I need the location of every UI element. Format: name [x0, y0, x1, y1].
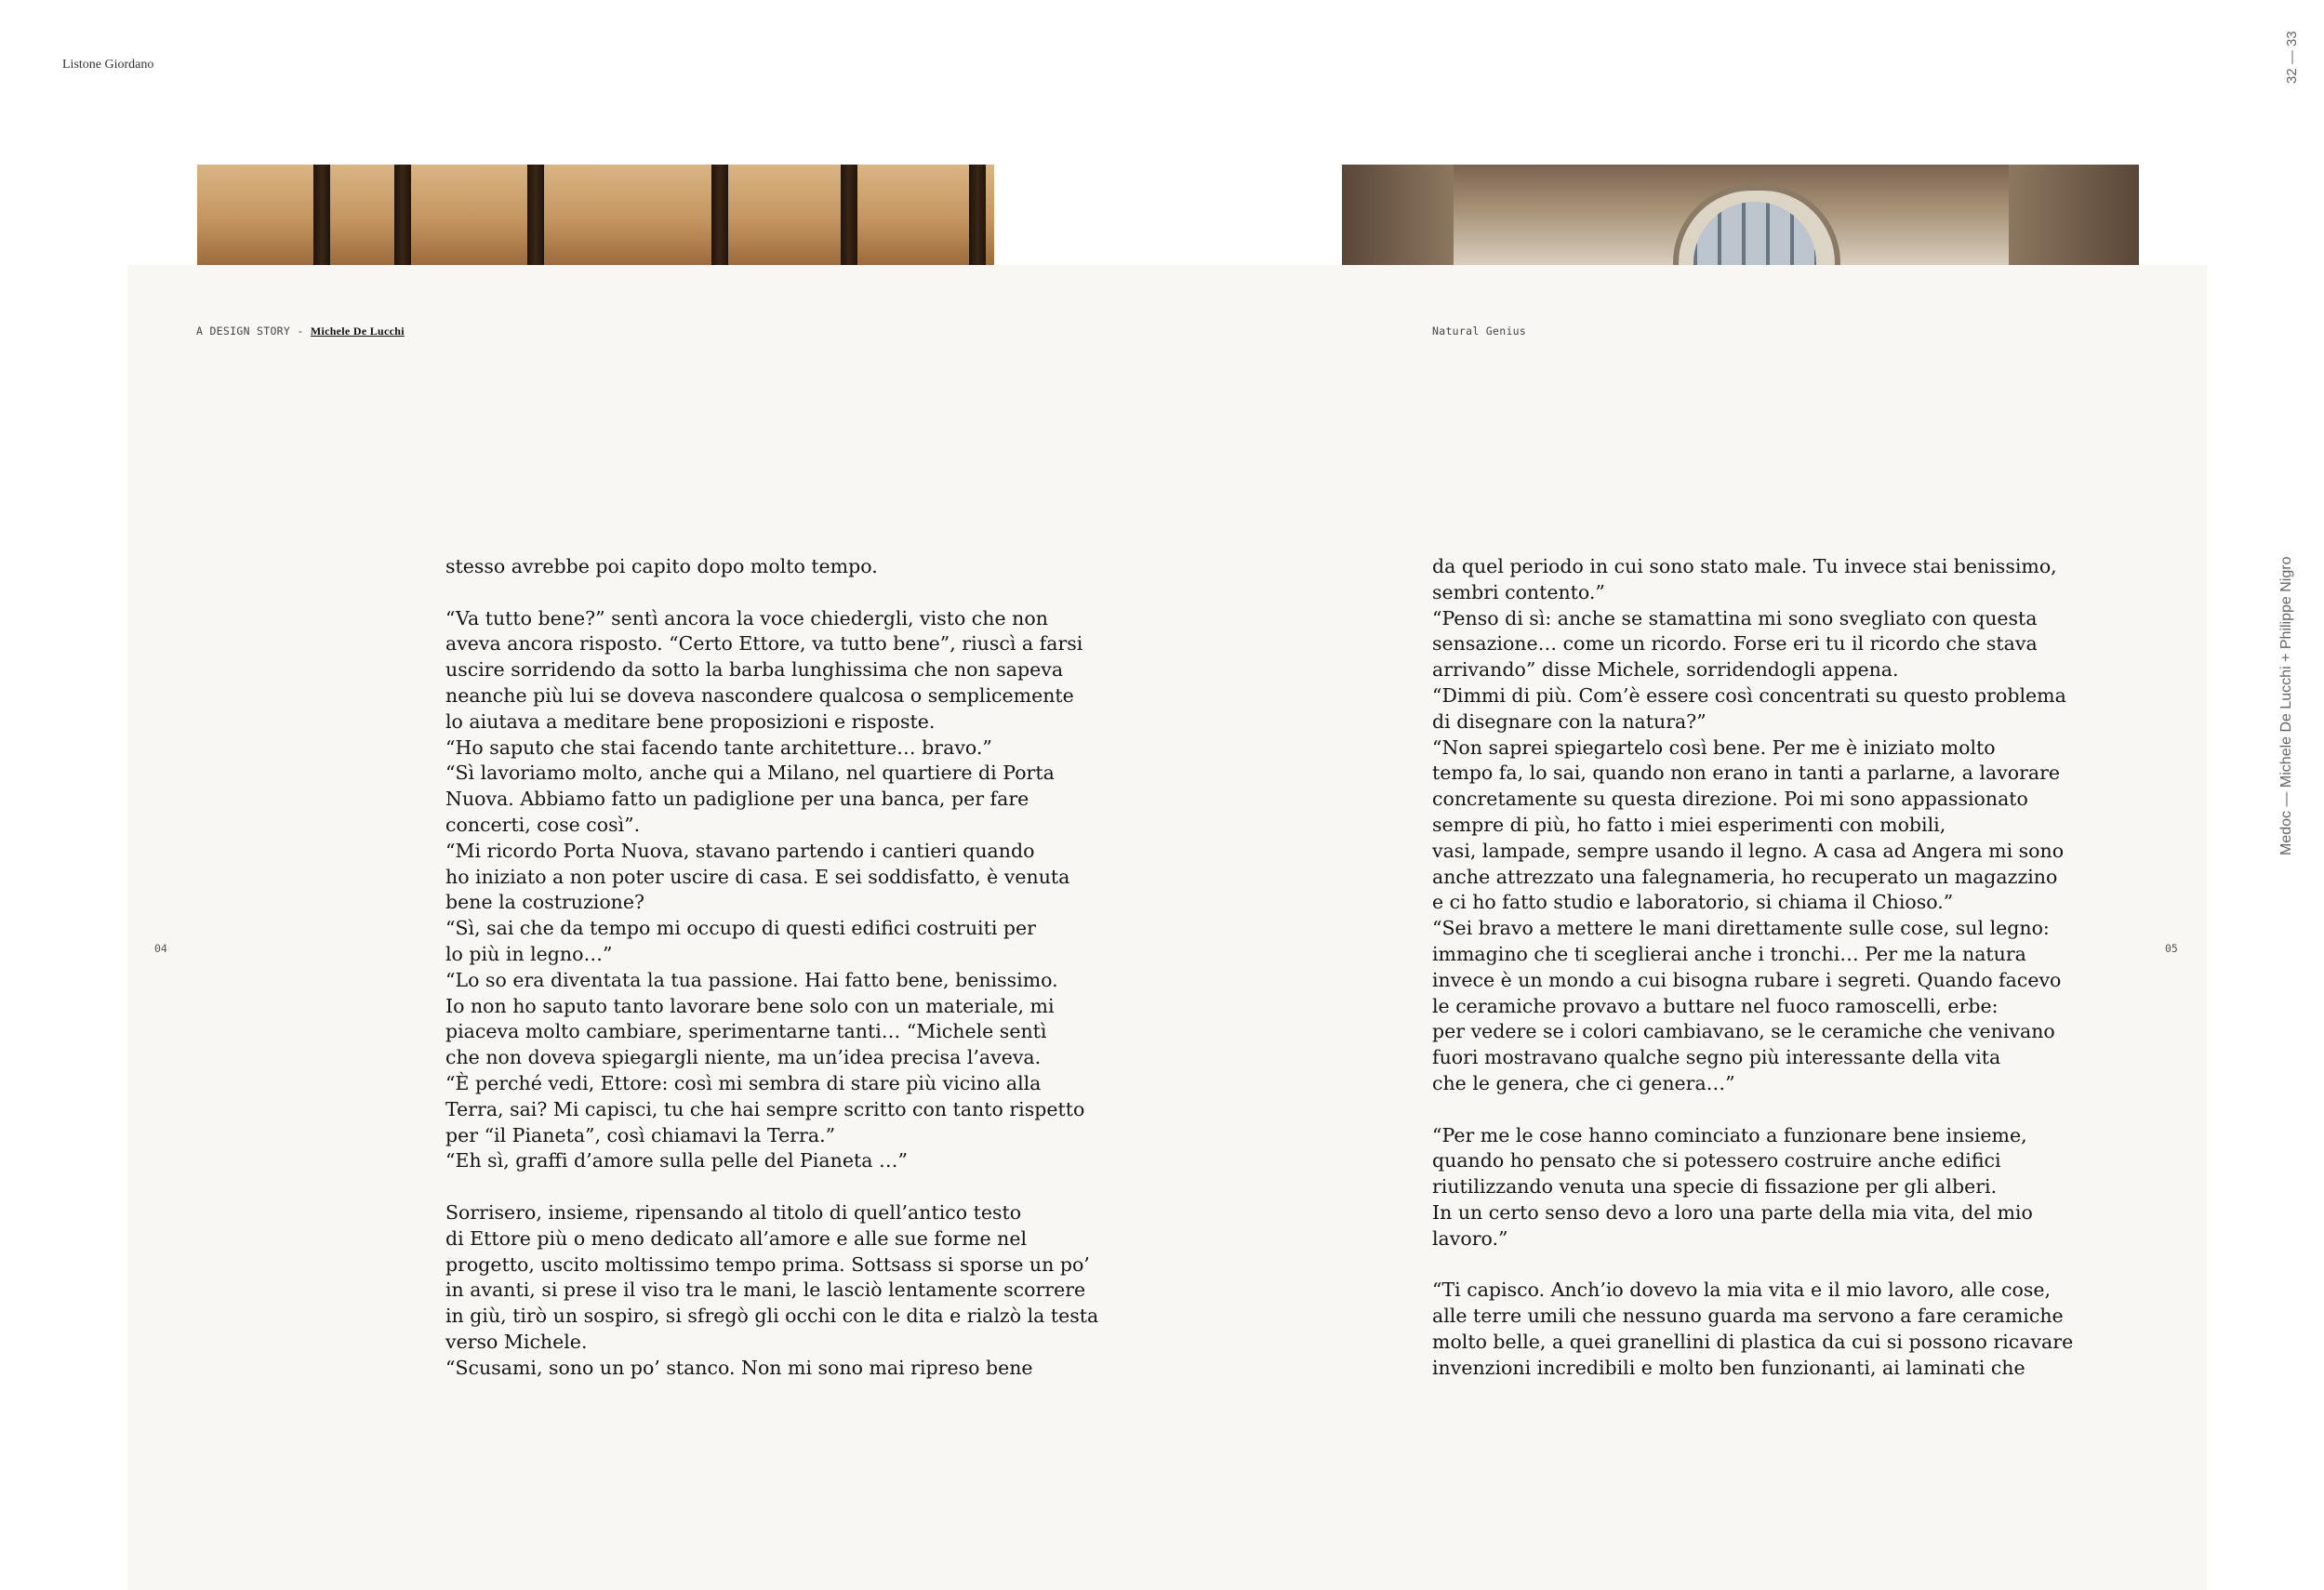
page-number-left: 04	[154, 942, 167, 955]
text-line: concerti, cose così”.	[445, 813, 641, 836]
text-line: fuori mostravano qualche segno più interessante della vita	[1432, 1046, 2001, 1069]
text-line: “Sì lavoriamo molto, anche qui a Milano, nel quartiere di Porta	[445, 762, 1055, 785]
text-line: Io non ho saputo tanto lavorare bene solo con un materiale, mi	[445, 994, 1055, 1017]
author-link[interactable]: Michele De Lucchi	[310, 325, 405, 338]
text-line: di disegnare con la natura?”	[1432, 709, 1706, 733]
text-line: arrivando” disse Michele, sorridendogli appena.	[1432, 658, 1899, 682]
text-line	[445, 1174, 1096, 1200]
text-line: invenzioni incredibili e molto ben funzionanti, ai laminati che	[1432, 1356, 2025, 1379]
page-range: 32 — 33	[2284, 31, 2300, 84]
text-line: per “il Pianeta”, così chiamavi la Terra.”	[445, 1123, 836, 1146]
text-line: “Mi ricordo Porta Nuova, stavano partendo i cantieri quando	[445, 839, 1035, 862]
text-line	[1432, 1252, 2083, 1279]
text-line: invece è un mondo a cui bisogna rubare i segreti. Quando facevo	[1432, 968, 2062, 991]
text-line: di Ettore più o meno dedicato all’amore e alle sue forme nel	[445, 1226, 1028, 1250]
text-line: “Ho saputo che stai facendo tante architetture… bravo.”	[445, 735, 992, 759]
text-line: per vedere se i colori cambiavano, se le ceramiche che venivano	[1432, 1020, 2055, 1043]
text-line	[445, 580, 1096, 606]
text-line: “Sì, sai che da tempo mi occupo di questi edifici costruiti per	[445, 917, 1036, 940]
text-line: vasi, lampade, sempre usando il legno. A casa ad Angera mi sono	[1432, 839, 2065, 862]
text-line: ho iniziato a non poter uscire di casa. E sei soddisfatto, è venuta	[445, 865, 1070, 888]
wood-photo	[197, 165, 994, 266]
text-line: “Non saprei spiegartelo così bene. Per me è iniziato molto	[1432, 735, 1996, 759]
text-line: “Sei bravo a mettere le mani direttamente sulle cose, sul legno:	[1432, 917, 2050, 940]
text-line: sensazione… come un ricordo. Forse eri tu il ricordo che stava	[1432, 632, 2038, 656]
text-line: che non doveva spiegargli niente, ma un’idea precisa l’aveva.	[445, 1046, 1042, 1069]
wood-slat	[711, 165, 728, 266]
text-line: lavoro.”	[1432, 1226, 1508, 1250]
text-line: sempre di più, ho fatto i miei esperimenti con mobili,	[1432, 813, 1946, 836]
wood-slat	[969, 165, 986, 266]
chapter-title: Natural Genius	[1432, 325, 1527, 338]
text-line: “Penso di sì: anche se stamattina mi sono svegliato con questa	[1432, 606, 2038, 629]
text-line	[1432, 1097, 2083, 1123]
wood-slat	[394, 165, 411, 266]
text-line: immagino che ti sceglierai anche i tronchi… Per me la natura	[1432, 942, 2026, 965]
section-header	[196, 325, 405, 338]
text-line: sembri contento.”	[1432, 580, 1605, 603]
text-line: neanche più lui se doveva nascondere qualcosa o semplicemente	[445, 683, 1074, 707]
text-line: “Va tutto bene?” sentì ancora la voce chiedergli, visto che non	[445, 606, 1048, 629]
text-line: riutilizzando venuta una specie di fissazione per gli alberi.	[1432, 1175, 1998, 1199]
text-line: alle terre umili che nessuno guarda ma servono a fare ceramiche	[1432, 1305, 2064, 1328]
text-line: in giù, tirò un sospiro, si sfregò gli occhi con le dita e rialzò la testa	[445, 1305, 1099, 1328]
text-line: “Ti capisco. Anch’io dovevo la mia vita e il mio lavoro, alle cose,	[1432, 1279, 2051, 1302]
text-line: “È perché vedi, Ettore: così mi sembra di stare più vicino alla	[445, 1071, 1042, 1094]
text-line: che le genera, che ci genera…”	[1432, 1071, 1735, 1094]
text-line: in avanti, si prese il viso tra le mani, le lasciò lentamente scorrere	[445, 1279, 1086, 1302]
text-line: lo aiutava a meditare bene proposizioni e risposte.	[445, 709, 936, 733]
text-line: stesso avrebbe poi capito dopo molto tempo.	[445, 555, 878, 577]
text-line: aveva ancora risposto. “Certo Ettore, va tutto bene”, riuscì a farsi	[445, 632, 1083, 656]
ruined-wall	[2009, 165, 2139, 266]
ruined-wall	[1342, 165, 1454, 266]
text-line: uscire sorridendo da sotto la barba lunghissima che non sapeva	[445, 658, 1064, 682]
page-number-right: 05	[2165, 942, 2178, 955]
text-line: bene la costruzione?	[445, 891, 645, 914]
text-line: lo più in legno…”	[445, 942, 613, 965]
text-line: “Eh sì, graffi d’amore sulla pelle del Pianeta …”	[445, 1149, 908, 1173]
text-line: concretamente su questa direzione. Poi mi sono appassionato	[1432, 788, 2028, 811]
text-line: tempo fa, lo sai, quando non erano in tanti a parlarne, a lavorare	[1432, 762, 2061, 785]
text-line: anche attrezzato una falegnameria, ho recuperato un magazzino	[1432, 865, 2058, 888]
text-line: progetto, uscito moltissimo tempo prima. Sottsass si sporse un po’	[445, 1252, 1090, 1276]
text-line: piaceva molto cambiare, sperimentarne tanti… “Michele sentì	[445, 1020, 1047, 1043]
text-line: “Dimmi di più. Com’è essere così concentrati su questo problema	[1432, 683, 2066, 707]
text-line: Nuova. Abbiamo fatto un padiglione per una banca, per fare	[445, 788, 1029, 811]
wood-slat	[527, 165, 544, 266]
right-text-column	[1432, 554, 2083, 1382]
text-line: In un certo senso devo a loro una parte della mia vita, del mio	[1432, 1200, 2033, 1224]
brand-name: Listone Giordano	[62, 58, 154, 72]
text-line: “Per me le cose hanno cominciato a funzionare bene insieme,	[1432, 1123, 2027, 1146]
text-line: “Scusami, sono un po’ stanco. Non mi sono mai ripreso bene	[445, 1356, 1033, 1379]
section-label: A DESIGN STORY -	[196, 325, 304, 338]
text-line: le ceramiche provavo a buttare nel fuoco ramoscelli, erbe:	[1432, 994, 1999, 1017]
arch-photo	[1342, 165, 2139, 266]
text-line: “Lo so era diventata la tua passione. Hai fatto bene, benissimo.	[445, 968, 1058, 991]
text-line: e ci ho fatto studio e laboratorio, si chiama il Chioso.”	[1432, 891, 1954, 914]
text-line: verso Michele.	[445, 1330, 588, 1353]
text-line: Sorrisero, insieme, ripensando al titolo di quell’antico testo	[445, 1200, 1022, 1224]
text-line: quando ho pensato che si potessero costruire anche edifici	[1432, 1149, 2001, 1173]
wood-slat	[313, 165, 330, 266]
wood-slat	[841, 165, 857, 266]
left-text-column	[445, 554, 1099, 1382]
side-credit: Medoc — Michele De Lucchi + Philippe Nigro	[2278, 556, 2294, 855]
text-line: molto belle, a quei granellini di plastica da cui si possono ricavare	[1432, 1330, 2074, 1353]
text-line: da quel periodo in cui sono stato male. Tu invece stai benissimo,	[1432, 555, 2057, 577]
text-line: Terra, sai? Mi capisci, tu che hai sempre scritto con tanto rispetto	[445, 1097, 1085, 1120]
